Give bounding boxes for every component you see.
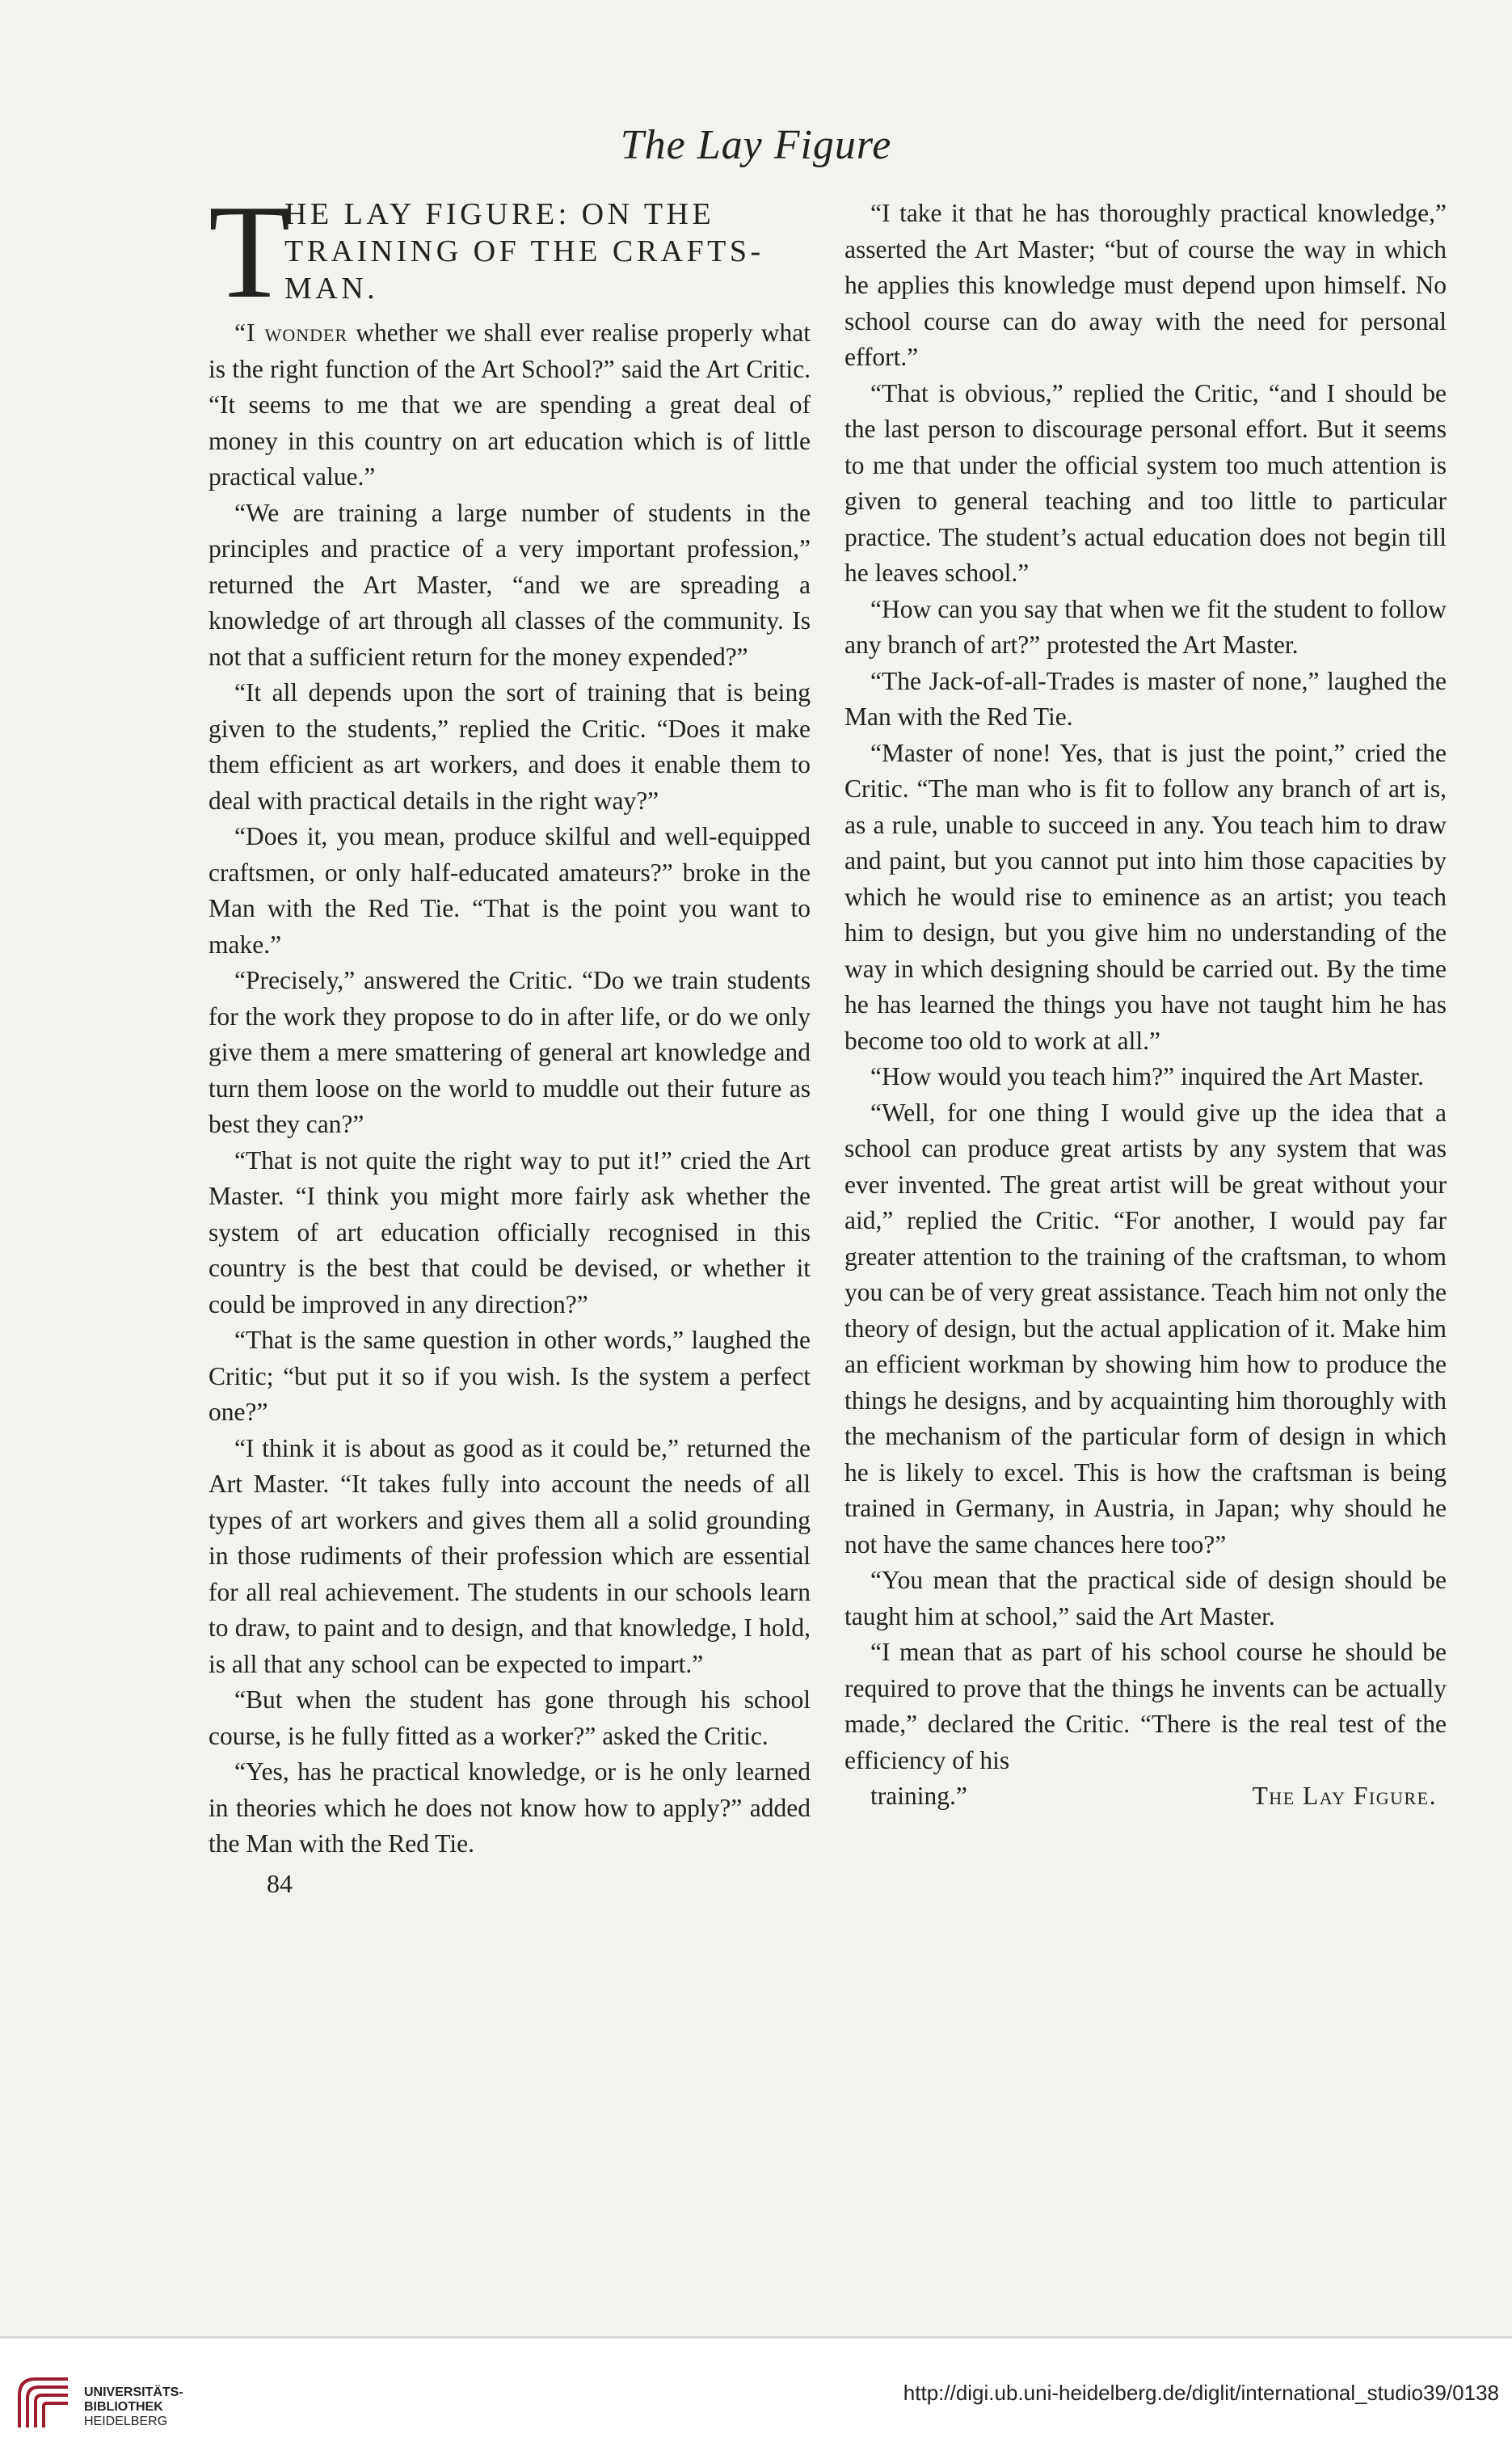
closing-line [844, 1778, 1447, 1815]
paragraph [208, 1431, 811, 1683]
right-column [844, 196, 1447, 1815]
library-line-2: BIBLIOTHEK [84, 2400, 163, 2414]
paragraph-text: “The Jack-of-all-Trades is master of none,” laughed the Man with the Red Tie. [844, 666, 1447, 731]
source-url-link[interactable]: http://digi.ub.uni-heidelberg.de/diglit/international_studio39/0138 [903, 2381, 1499, 2405]
paragraph [208, 963, 811, 1143]
paragraph-text: “Precisely,” answered the Critic. “Do we train students for the work they propose to do in after life, or do we only give them a mere smattering of general art knowledge and turn them loose on the world to muddle out their future as best they can?” [208, 966, 811, 1138]
page-number: 84 [267, 1868, 293, 1898]
paragraph [208, 1322, 811, 1431]
paragraph-text: “I take it that he has thoroughly practical knowledge,” asserted the Art Master; “but of course the way in which he applies this knowledge must depend upon himself. No school course can do away with the need for personal effort.” [844, 199, 1447, 371]
paragraph-text: “But when the student has gone through his school course, is he fully fitted as a worker?” asked the Critic. [208, 1685, 811, 1750]
paragraph-text: “How would you teach him?” inquired the Art Master. [870, 1062, 1424, 1090]
paragraph [208, 496, 811, 676]
library-logo-icon [11, 2371, 76, 2436]
paragraph-text: “Does it, you mean, produce skilful and well-equipped craftsmen, or only half-educated amateurs?” broke in the Man with the Red Tie. “That is the point you want to make.” [208, 822, 811, 959]
paragraph [844, 592, 1447, 664]
paragraph-text: “Well, for one thing I would give up the idea that a school can produce great artists by any system that was ever invented. The great artist will be great without your aid,” replied the Critic. “For another, I would pay far greater attention to the training of the craftsman, to whom you can be of very great assistance. Teach him not only the theory of design, but the actual application of it. Make him an efficient workman by showing him how to produce the things he designs, and by acquainting him thoroughly with the mechanism of the particular form of design in which he is likely to excel. This is how the craftsman is being trained in Germany, in Austria, in Japan; why should he not have the same chances here too?” [844, 1098, 1447, 1559]
paragraph [208, 1754, 811, 1862]
library-line-3: HEIDELBERG [84, 2415, 168, 2428]
paragraph-text: “That is not quite the right way to put it!” cried the Art Master. “I think you might more fairly ask whether the system of art education officially recognised in this country is the best that could be devised, or whether it could be improved in any direction?” [208, 1145, 811, 1318]
paragraph-text: “That is obvious,” replied the Critic, “and I should be the last person to discourage personal effort. But it seems to me that under the official system too much attention is given to general teaching and too little to particular practice. The student’s actual education does not begin till he leaves school.” [844, 378, 1447, 587]
paragraph-text: “I think it is about as good as it could be,” returned the Art Master. “It takes fully into account the needs of all types of art workers and gives them all a solid grounding in those rudiments of their profession which are essential for all real achievement. The students in our schools learn to draw, to paint and to design, and that knowledge, I hold, is all that any school can be expected to impart.” [208, 1433, 811, 1678]
paragraph-text: “That is the same question in other words,” laughed the Critic; “but put it so if you wish. Is the system a perfect one?” [208, 1326, 811, 1426]
paragraph [844, 736, 1447, 1060]
paragraph [844, 376, 1447, 592]
paragraph [208, 1143, 811, 1323]
paragraph [844, 1095, 1447, 1563]
headline-text: HE LAY FIGURE: ON THE TRAINING OF THE CRAFTS-MAN. [284, 197, 764, 306]
paragraph [844, 1635, 1447, 1778]
drop-cap: T [208, 177, 291, 326]
paragraph [844, 1059, 1447, 1095]
left-column [208, 177, 811, 1901]
right-paragraphs [844, 196, 1447, 1778]
left-paragraphs [208, 315, 811, 1862]
library-name [84, 2385, 183, 2429]
paragraph-text: “I mean that as part of his school course he should be required to prove that the things he invents can be actually made,” declared the Critic. “There is the real test of the efficiency of his [844, 1638, 1447, 1774]
paragraph-text: “How can you say that when we fit the student to follow any branch of art?” protested the Art Master. [844, 594, 1447, 659]
library-line-1: UNIVERSITÄTS- [84, 2385, 183, 2399]
article-headline [208, 177, 811, 326]
paragraph-lead: “I wonder [234, 318, 348, 347]
paragraph-text: “Yes, has he practical knowledge, or is he only learned in theories which he does not know how to apply?” added the Man with the Red Tie. [208, 1757, 811, 1858]
paragraph [844, 196, 1447, 376]
paragraph [208, 675, 811, 819]
paragraph-text: “We are training a large number of students in the principles and practice of a very important profession,” returned the Art Master, “and we are spreading a knowledge of art through all classes of the community. Is not that a sufficient return for the money expended?” [208, 498, 811, 671]
paragraph-text: “You mean that the practical side of design should be taught him at school,” said the Art Master. [844, 1566, 1447, 1630]
running-title: The Lay Figure [620, 122, 892, 168]
paragraph [844, 664, 1447, 736]
closing-text: training.” [870, 1782, 967, 1810]
paragraph [208, 1682, 811, 1754]
paragraph [208, 819, 811, 963]
paragraph-text: “It all depends upon the sort of training that is being given to the students,” replied the Critic. “Does it make them efficient as art workers, and does it enable them to deal with practical details in the right way?” [208, 678, 811, 815]
footer-bar [0, 2336, 1512, 2455]
signature: The Lay Figure. [1252, 1782, 1437, 1810]
paragraph-text: whether we shall ever realise properly what is the right function of the Art School?” said the Art Critic. “It seems to me that we are spending a great deal of money in this country on art education which is of little practical value.” [208, 318, 811, 491]
paragraph [208, 315, 811, 496]
paragraph-text: “Master of none! Yes, that is just the point,” cried the Critic. “The man who is fit to follow any branch of art is, as a rule, unable to succeed in any. You teach him to draw and paint, but you cannot put into him those capacities by which he would rise to eminence as an artist; you teach him to design, but you give him no understanding of the way in which designing should be carried out. By the time he has learned the things you have not taught him he has become too old to work at all.” [844, 738, 1447, 1055]
paragraph [844, 1563, 1447, 1635]
